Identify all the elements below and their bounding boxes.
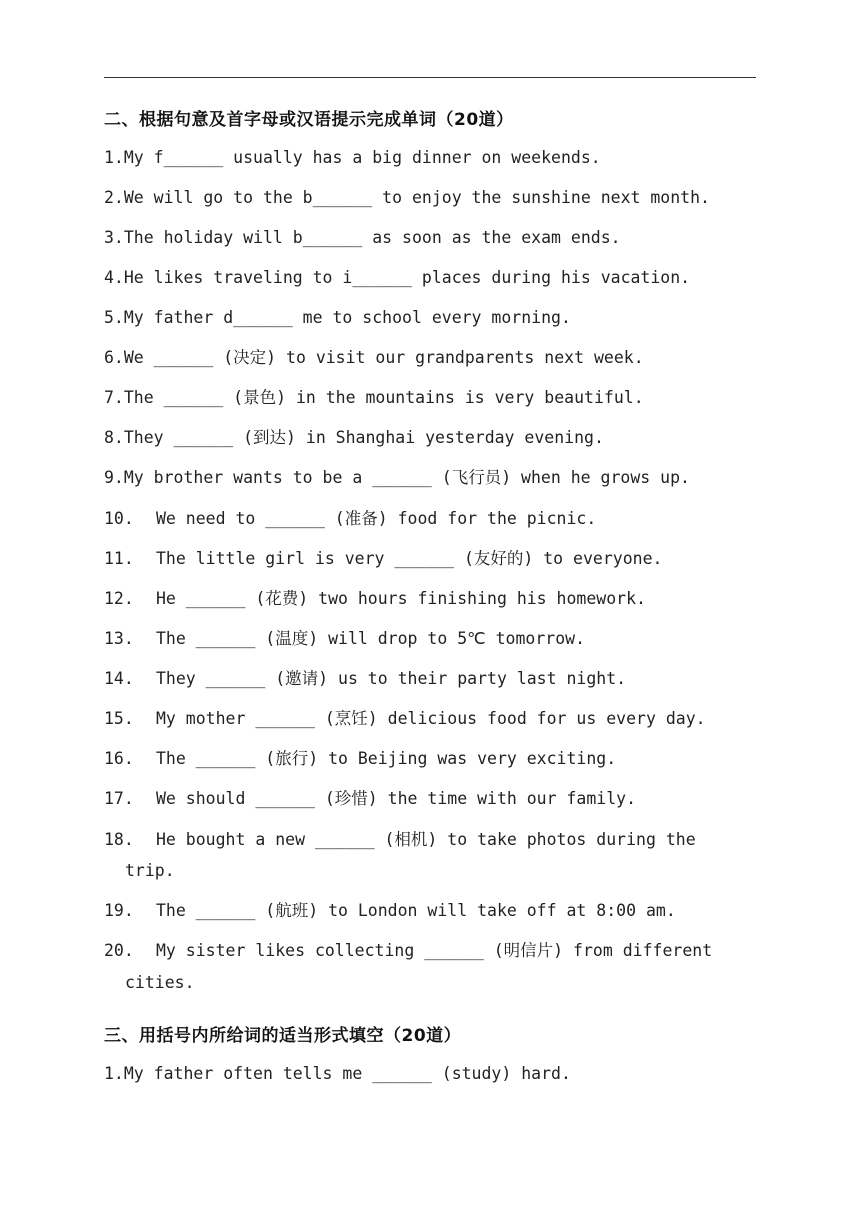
question-item — [104, 623, 744, 654]
question-text: My father often tells me ______ (study) hard. — [123, 1064, 571, 1083]
question-text: We should ______ (珍惜) the time with our family. — [156, 789, 637, 808]
question-number: 1. — [104, 148, 124, 167]
section-heading: 三、用括号内所给词的适当形式填空（20道） — [104, 1026, 462, 1046]
question-text: My mother ______ (烹饪) delicious food for us every day. — [156, 709, 706, 728]
question-text: My sister likes collecting ______ (明信片) from different — [156, 941, 713, 960]
question-number: 10. — [104, 509, 134, 528]
question-text: The ______ (温度) will drop to 5℃ tomorrow. — [156, 629, 586, 648]
question-text: The ______ (航班) to London will take off at 8:00 am. — [156, 901, 676, 920]
top-divider — [104, 77, 756, 78]
question-item — [104, 824, 744, 855]
question-item — [104, 182, 744, 213]
question-text: They ______ (到达) in Shanghai yesterday evening. — [123, 428, 604, 447]
question-item — [104, 142, 744, 173]
question-item — [104, 382, 744, 413]
question-item — [104, 462, 744, 493]
question-item — [104, 302, 744, 333]
question-continuation: trip. — [125, 861, 175, 880]
question-number: 5. — [104, 308, 124, 327]
question-item — [104, 663, 744, 694]
question-item — [104, 422, 744, 453]
question-number: 19. — [104, 901, 134, 920]
question-text: We ______ (决定) to visit our grandparents next week. — [123, 348, 644, 367]
question-number: 1. — [104, 1064, 124, 1083]
question-text: We will go to the b______ to enjoy the sunshine next month. — [123, 188, 710, 207]
question-item — [104, 935, 744, 966]
question-number: 12. — [104, 589, 134, 608]
question-text: The ______ (旅行) to Beijing was very exciting. — [156, 749, 617, 768]
question-item — [104, 342, 744, 373]
question-text: The holiday will b______ as soon as the exam ends. — [123, 228, 621, 247]
question-number: 17. — [104, 789, 134, 808]
question-number: 2. — [104, 188, 124, 207]
question-number: 3. — [104, 228, 124, 247]
question-number: 14. — [104, 669, 134, 688]
question-text: The little girl is very ______ (友好的) to everyone. — [156, 549, 663, 568]
question-continuation: cities. — [125, 973, 195, 992]
question-item — [104, 895, 744, 926]
question-item — [104, 222, 744, 253]
question-item — [104, 583, 744, 614]
question-item — [104, 543, 744, 574]
question-item — [104, 262, 744, 293]
question-text: He ______ (花费) two hours finishing his homework. — [156, 589, 646, 608]
question-text: He likes traveling to i______ places during his vacation. — [123, 268, 691, 287]
question-number: 4. — [104, 268, 124, 287]
question-number: 15. — [104, 709, 134, 728]
question-number: 13. — [104, 629, 134, 648]
question-number: 7. — [104, 388, 124, 407]
question-text: The ______ (景色) in the mountains is very beautiful. — [123, 388, 644, 407]
question-item — [104, 743, 744, 774]
question-text: My brother wants to be a ______ (飞行员) when he grows up. — [123, 468, 690, 487]
section-heading: 二、根据句意及首字母或汉语提示完成单词（20道） — [104, 110, 514, 130]
question-text: My f______ usually has a big dinner on weekends. — [123, 148, 601, 167]
question-text: He bought a new ______ (相机) to take photos during the — [156, 830, 696, 849]
question-text: We need to ______ (准备) food for the picnic. — [156, 509, 597, 528]
question-number: 18. — [104, 830, 134, 849]
question-item — [104, 703, 744, 734]
question-number: 8. — [104, 428, 124, 447]
question-item — [104, 1058, 744, 1089]
question-text: They ______ (邀请) us to their party last night. — [156, 669, 627, 688]
question-number: 16. — [104, 749, 134, 768]
question-item — [104, 503, 744, 534]
question-number: 11. — [104, 549, 134, 568]
question-number: 9. — [104, 468, 124, 487]
question-item — [104, 783, 744, 814]
question-text: My father d______ me to school every morning. — [123, 308, 571, 327]
question-number: 20. — [104, 941, 134, 960]
question-number: 6. — [104, 348, 124, 367]
